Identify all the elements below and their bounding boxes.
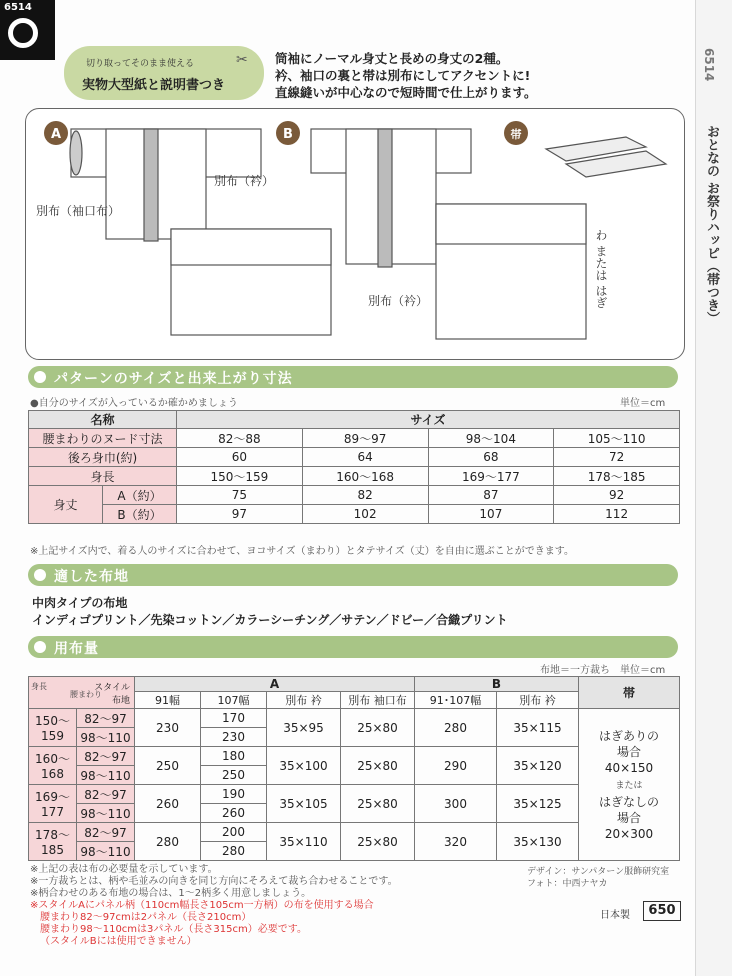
- cell: 35×125: [497, 785, 579, 823]
- intro-line-2: 衿、袖口の裏と帯は別布にしてアクセントに!: [275, 68, 531, 83]
- cell: 112: [554, 505, 680, 524]
- b-collar-label: 別布（衿）: [368, 294, 429, 308]
- cell: 89〜97: [302, 429, 428, 448]
- yard-height: 150〜159: [29, 709, 77, 747]
- yard-col-91: 91幅: [135, 692, 201, 709]
- row-label-a: A（約）: [103, 486, 177, 505]
- yard-waist: 82〜97: [77, 709, 135, 728]
- cell: 280: [135, 823, 201, 861]
- section-fabric-header: [28, 564, 678, 586]
- obi-line: 20×300: [604, 826, 654, 841]
- logo-block: [0, 0, 55, 60]
- obi-line: 場合: [616, 810, 641, 825]
- size-note: ※上記サイズ内で、着る人のサイズに合わせて、ヨコサイズ（まわり）とタテサイズ（丈）を自由に選ぶことができます。: [30, 546, 574, 557]
- banner-line1: 切り取ってそのまま使える: [86, 59, 195, 69]
- yard-head-waist: 腰まわり: [70, 690, 102, 699]
- cell: 190: [201, 785, 267, 804]
- row-label-backwidth: 後ろ身巾(約): [29, 448, 177, 467]
- side-spine: [695, 0, 732, 976]
- size-unit: 単位＝cm: [620, 398, 666, 409]
- yard-head-obi: 帯: [579, 677, 680, 709]
- cell: 98〜104: [428, 429, 554, 448]
- credits: [527, 866, 669, 890]
- section-size-header: [28, 366, 678, 388]
- illustration-panel: [25, 108, 685, 360]
- yardage-unit: 布地＝一方裁ち 単位＝cm: [540, 665, 666, 676]
- fabric-list: インディゴプリント／先染コットン／カラーシーチング／サテン／ドビー／合織プリント: [32, 613, 508, 627]
- size-head-size: サイズ: [177, 411, 680, 429]
- feature-banner: [64, 46, 264, 100]
- bullet-icon: [34, 371, 46, 383]
- row-label-b: B（約）: [103, 505, 177, 524]
- obi-line: 40×150: [604, 760, 654, 775]
- credit-design: デザイン：サンパターン服飾研究室: [527, 867, 670, 877]
- yard-col-cuff: 別布 袖口布: [341, 692, 415, 709]
- cell: 35×110: [267, 823, 341, 861]
- intro-line-1: 筒袖にノーマル身丈と長めの身丈の2種。: [275, 51, 509, 66]
- yardage-notes: [30, 864, 398, 948]
- yard-head-b: B: [415, 677, 579, 692]
- cell: 35×95: [267, 709, 341, 747]
- cell: 178〜185: [554, 467, 680, 486]
- size-table: [28, 410, 680, 524]
- cell: 82: [302, 486, 428, 505]
- cell: 250: [135, 747, 201, 785]
- cell: 200: [201, 823, 267, 842]
- yard-waist: 98〜110: [77, 728, 135, 747]
- side-code: 6514: [702, 48, 716, 82]
- cell: 280: [201, 842, 267, 861]
- made-in: 日本製: [600, 910, 630, 921]
- cell: 320: [415, 823, 497, 861]
- style-b-collar: [378, 129, 392, 267]
- bullet-icon: [34, 641, 46, 653]
- red-note-line: ※スタイルAにパネル柄（110cm幅長さ105cm一方柄）の布を使用する場合: [30, 900, 374, 911]
- yard-height: 160〜168: [29, 747, 77, 785]
- size-head-name: 名称: [29, 411, 177, 429]
- section-yardage-title: 用布量: [54, 641, 99, 657]
- obi-line: はぎありの: [598, 728, 659, 743]
- red-note-line: 腰まわり98〜110cmは3パネル（長さ315cm）必要です。: [40, 924, 307, 935]
- row-label-body: 身丈: [29, 486, 103, 524]
- cell: 97: [177, 505, 303, 524]
- cell: 87: [428, 486, 554, 505]
- cell: 290: [415, 747, 497, 785]
- yard-waist: 82〜97: [77, 823, 135, 842]
- row-label-height: 身長: [29, 467, 177, 486]
- cell: 25×80: [341, 785, 415, 823]
- side-title: おとなの お祭りハッピ（帯つき）: [704, 125, 719, 325]
- cell: 82〜88: [177, 429, 303, 448]
- cell: 260: [201, 804, 267, 823]
- cell: 72: [554, 448, 680, 467]
- cell: 230: [135, 709, 201, 747]
- price-box: 650: [643, 901, 681, 921]
- scissors-icon: ✂: [236, 52, 248, 68]
- cell: 68: [428, 448, 554, 467]
- cell: 35×130: [497, 823, 579, 861]
- yard-waist: 98〜110: [77, 842, 135, 861]
- a-collar-label: 別布（衿）: [214, 174, 275, 188]
- cell: 25×80: [341, 823, 415, 861]
- cell: 64: [302, 448, 428, 467]
- cell: 150〜159: [177, 467, 303, 486]
- style-a-letter: A: [50, 127, 62, 142]
- cell: 75: [177, 486, 303, 505]
- yard-col-107: 107幅: [201, 692, 267, 709]
- banner-line2: 実物大型紙と説明書つき: [82, 78, 226, 93]
- obi-line: はぎなしの: [598, 794, 659, 809]
- cell: 102: [302, 505, 428, 524]
- cell: 170: [201, 709, 267, 728]
- note-line: ※一方裁ちとは、柄や毛並みの向きを同じ方向にそろえて裁ち合わせることです。: [30, 876, 398, 887]
- yard-waist: 98〜110: [77, 804, 135, 823]
- red-note-line: 腰まわり82〜97cmは2パネル（長さ210cm）: [40, 912, 252, 923]
- yard-height: 169〜177: [29, 785, 77, 823]
- yard-height: 178〜185: [29, 823, 77, 861]
- obi-note: わ または はぎ: [594, 229, 608, 309]
- cell: 180: [201, 747, 267, 766]
- yard-waist: 82〜97: [77, 747, 135, 766]
- cell: 280: [415, 709, 497, 747]
- cell: 35×115: [497, 709, 579, 747]
- section-yardage-header: [28, 636, 678, 658]
- cell: 160〜168: [302, 467, 428, 486]
- yard-col-b: 91･107幅: [415, 692, 497, 709]
- size-subnote: ●自分のサイズが入っているか確かめましょう: [30, 398, 238, 409]
- pattern-code: 6514: [4, 2, 32, 13]
- intro-text: [275, 50, 537, 101]
- cell: 35×100: [267, 747, 341, 785]
- style-b-letter: B: [283, 127, 293, 142]
- yard-waist: 98〜110: [77, 766, 135, 785]
- obi-line: 場合: [616, 744, 641, 759]
- cell: 105〜110: [554, 429, 680, 448]
- brand-logo-icon: [8, 18, 38, 48]
- cell: 25×80: [341, 747, 415, 785]
- bullet-icon: [34, 569, 46, 581]
- note-line: ※柄合わせのある布地の場合は、1〜2柄多く用意しましょう。: [30, 888, 312, 899]
- yard-waist: 82〜97: [77, 785, 135, 804]
- obi-line: または: [615, 780, 643, 791]
- red-note-line: （スタイルBには使用できません）: [40, 936, 197, 947]
- cell: 92: [554, 486, 680, 505]
- yard-head-height: 身長: [31, 682, 47, 691]
- section-fabric-title: 適した布地: [54, 569, 129, 585]
- cell: 300: [415, 785, 497, 823]
- style-b-back-sleeves: [436, 204, 586, 244]
- cell: 35×105: [267, 785, 341, 823]
- obi-letter: 帯: [510, 128, 522, 141]
- cell: 107: [428, 505, 554, 524]
- yard-head-a: A: [135, 677, 415, 692]
- style-a-cuff: [70, 131, 82, 175]
- cell: 60: [177, 448, 303, 467]
- cell: 230: [201, 728, 267, 747]
- row-label-waist: 腰まわりのヌード寸法: [29, 429, 177, 448]
- cell: 35×120: [497, 747, 579, 785]
- cell: 169〜177: [428, 467, 554, 486]
- intro-line-3: 直線縫いが中心なので短時間で仕上がります。: [275, 85, 537, 100]
- yard-head-fabric: 布地: [111, 695, 130, 706]
- credit-photo: フォト：中西ナヤカ: [527, 879, 608, 889]
- garment-illustrations: [26, 109, 684, 359]
- cell: 260: [135, 785, 201, 823]
- style-a-collar: [144, 129, 158, 241]
- style-a-back-sleeves: [171, 229, 331, 265]
- cell: 25×80: [341, 709, 415, 747]
- yardage-table: [28, 676, 680, 861]
- yard-obi-cell: [579, 709, 680, 861]
- yard-col-eri: 別布 衿: [267, 692, 341, 709]
- section-size-title: パターンのサイズと出来上がり寸法: [54, 371, 293, 387]
- fabric-type: 中肉タイプの布地: [32, 596, 128, 610]
- yard-head-style: スタイル: [94, 682, 130, 693]
- cell: 250: [201, 766, 267, 785]
- note-line: ※上記の表は布の必要量を示しています。: [30, 864, 218, 875]
- a-cuff-label: 別布（袖口布）: [36, 204, 121, 218]
- yard-col-beri: 別布 衿: [497, 692, 579, 709]
